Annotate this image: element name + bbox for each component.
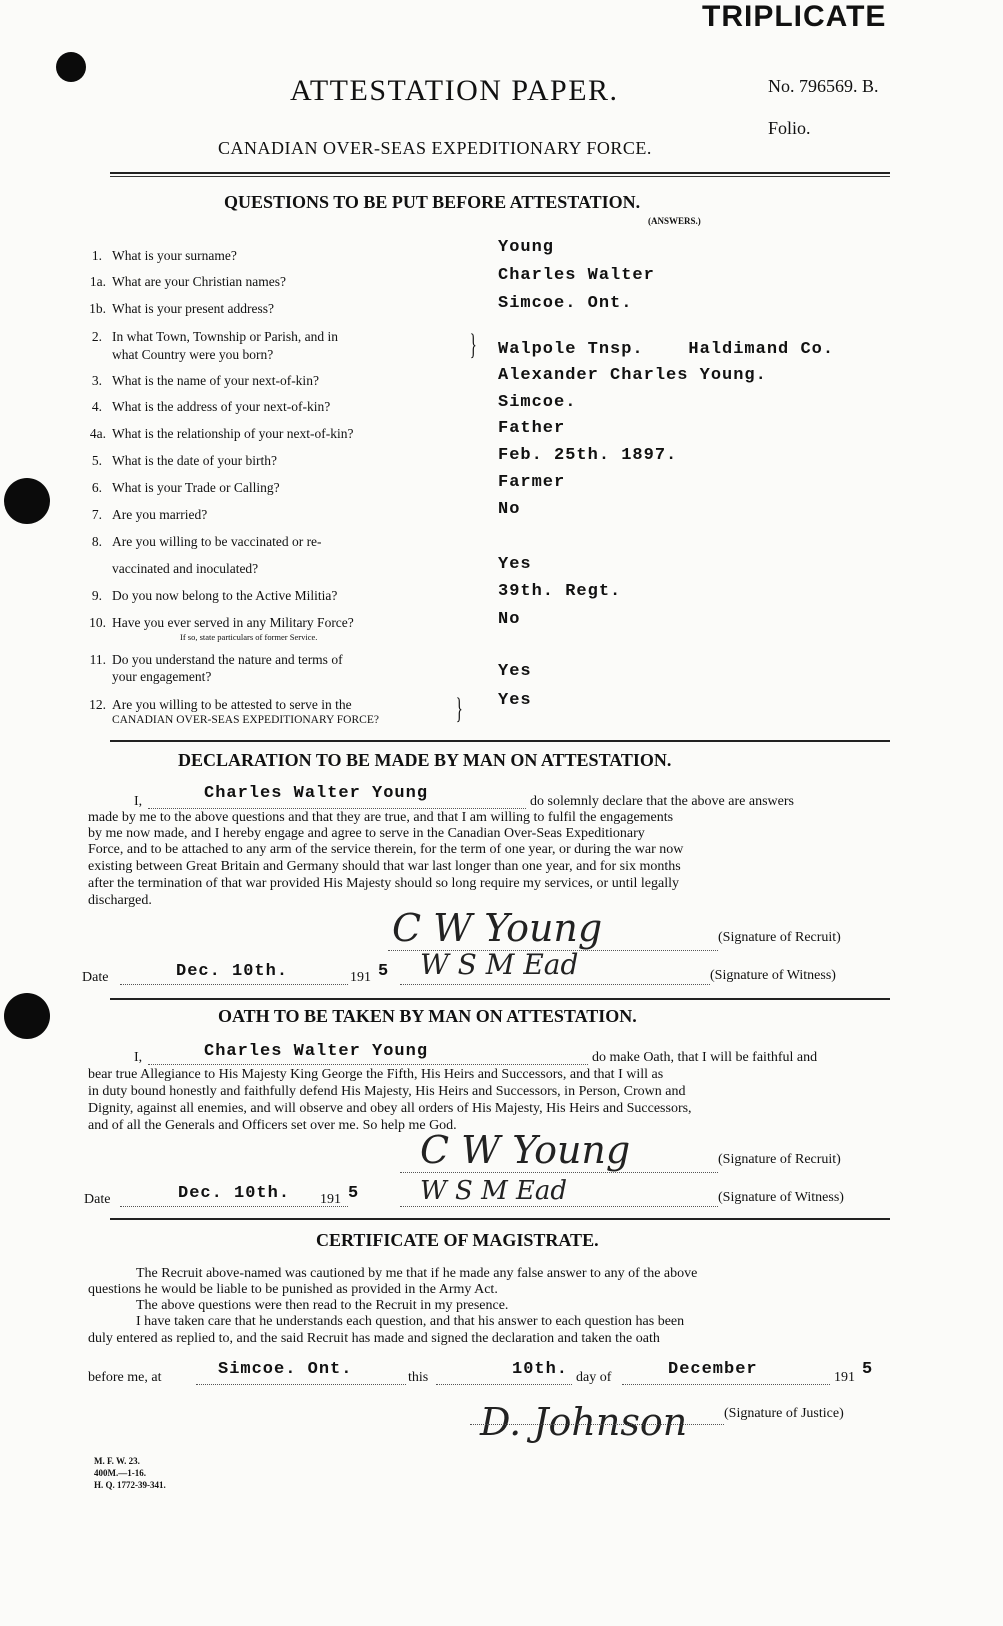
date-underline — [120, 984, 348, 985]
question-number: 1a. — [89, 274, 106, 289]
questions-heading: QUESTIONS TO BE PUT BEFORE ATTESTATION. — [224, 192, 641, 212]
question-text-continued: CANADIAN OVER-SEAS EXPEDITIONARY FORCE? — [112, 714, 379, 726]
answer-understand-terms: Yes — [498, 662, 532, 681]
question-number: 7. — [91, 507, 102, 522]
date-underline — [120, 1206, 348, 1207]
this-label: this — [408, 1370, 429, 1385]
signature-line — [400, 984, 710, 985]
declaration-line: by me now made, and I hereby engage and agree to serve in the Canadian Over-Seas Expeditionary — [88, 826, 645, 841]
regimental-number: No. 796569. B. — [768, 76, 879, 96]
declaration-recruit-name: Charles Walter Young — [204, 784, 429, 803]
question-text: Are you willing to be vaccinated or re- — [112, 534, 322, 549]
year-prefix: 191 — [834, 1370, 855, 1385]
year-digit: 5 — [862, 1360, 874, 1379]
question-number: 4a. — [89, 426, 106, 441]
certificate-line: The Recruit above-named was cautioned by me that if he made any false answer to any of the above — [136, 1266, 698, 1281]
answer-date-of-birth: Feb. 25th. 1897. — [498, 446, 678, 465]
punch-hole-lower — [4, 993, 50, 1039]
question-text-continued: your engagement? — [112, 669, 212, 684]
question-number: 1. — [91, 248, 102, 263]
question-number: 1b. — [89, 301, 106, 316]
question-number: 5. — [91, 453, 102, 468]
question-text: Are you married? — [112, 507, 208, 522]
document-subtitle: CANADIAN OVER-SEAS EXPEDITIONARY FORCE. — [218, 138, 652, 158]
hq-file-number: H. Q. 1772-39-341. — [94, 1480, 166, 1490]
answer-willing-to-serve: Yes — [498, 691, 532, 710]
question-number: 11. — [89, 652, 106, 667]
oath-i-label: I, — [134, 1050, 143, 1065]
answer-surname: Young — [498, 238, 555, 257]
divider — [110, 1218, 890, 1220]
question-number: 10. — [89, 615, 106, 630]
answer-vaccinated: Yes — [498, 555, 532, 574]
question-text: What are your Christian names? — [112, 274, 286, 289]
question-text: Are you willing to be attested to serve in the — [112, 697, 352, 712]
certificate-line: I have taken care that he understands each question, and that his answer to each question has been — [136, 1314, 685, 1329]
certificate-month: December — [668, 1360, 758, 1379]
certificate-line: The above questions were then read to the Recruit in my presence. — [136, 1298, 509, 1313]
brace: } — [469, 328, 477, 361]
question-number: 4. — [91, 399, 102, 414]
year-digit: 5 — [348, 1184, 360, 1203]
question-text: What is the date of your birth? — [112, 453, 277, 468]
declaration-i-label: I, — [134, 794, 143, 809]
year-digit: 5 — [378, 962, 390, 981]
question-text: Do you understand the nature and terms of — [112, 652, 343, 667]
witness-signature: W S M Ead — [420, 1176, 568, 1206]
witness-signature-label: (Signature of Witness) — [718, 1190, 844, 1205]
signature-line — [470, 1424, 724, 1425]
oath-line: Dignity, against all enemies, and will observe and obey all orders of His Majesty, His Heirs and Successors, — [88, 1101, 692, 1116]
recruit-signature-label: (Signature of Recruit) — [718, 1152, 841, 1167]
oath-line: in duty bound honestly and faithfully defend His Majesty, His Heirs and Successors, in Person, Crown and — [88, 1084, 686, 1099]
certificate-line: duly entered as replied to, and the said Recruit has made and signed the declaration and taken the oath — [88, 1331, 660, 1346]
certificate-place: Simcoe. Ont. — [218, 1360, 353, 1379]
name-underline — [148, 808, 526, 809]
oath-line: do make Oath, that I will be faithful and — [592, 1050, 818, 1065]
declaration-heading: DECLARATION TO BE MADE BY MAN ON ATTESTATION. — [178, 750, 672, 770]
question-text-continued: vaccinated and inoculated? — [112, 561, 259, 576]
oath-recruit-name: Charles Walter Young — [204, 1042, 429, 1061]
answer-birthplace: Walpole Tnsp. Haldimand Co. — [498, 340, 835, 359]
divider — [110, 176, 890, 177]
oath-heading: OATH TO BE TAKEN BY MAN ON ATTESTATION. — [218, 1006, 637, 1026]
question-text: What is your present address? — [112, 301, 274, 316]
name-underline — [148, 1064, 588, 1065]
witness-signature: W S M Ead — [420, 948, 579, 981]
answer-relationship: Father — [498, 419, 566, 438]
print-run: 400M.—1-16. — [94, 1468, 146, 1478]
question-number: 6. — [91, 480, 102, 495]
day-of-label: day of — [576, 1370, 612, 1385]
answers-label: (ANSWERS.) — [648, 216, 701, 226]
brace: } — [455, 692, 463, 725]
question-text: What is the name of your next-of-kin? — [112, 373, 319, 388]
declaration-date: Dec. 10th. — [176, 962, 289, 981]
answer-married: No — [498, 500, 521, 519]
question-note: If so, state particulars of former Service. — [180, 632, 318, 642]
signature-line — [400, 1172, 718, 1173]
triplicate-stamp: TRIPLICATE — [702, 0, 887, 33]
day-underline — [436, 1384, 572, 1385]
certificate-heading: CERTIFICATE OF MAGISTRATE. — [316, 1230, 599, 1250]
divider — [110, 172, 890, 174]
question-number: 12. — [89, 697, 106, 712]
signature-line — [400, 1206, 718, 1207]
recruit-signature-label: (Signature of Recruit) — [718, 930, 841, 945]
justice-signature-label: (Signature of Justice) — [724, 1406, 844, 1421]
place-underline — [196, 1384, 406, 1385]
date-label: Date — [84, 1192, 111, 1207]
oath-line: bear true Allegiance to His Majesty King George the Fifth, His Heirs and Successors, and that I will as — [88, 1067, 664, 1082]
date-label: Date — [82, 970, 109, 985]
recruit-signature: C W Young — [420, 1128, 631, 1172]
question-text: What is the relationship of your next-of-kin? — [112, 426, 354, 441]
before-me-label: before me, at — [88, 1370, 162, 1385]
answer-present-address: Simcoe. Ont. — [498, 294, 633, 313]
divider — [110, 998, 890, 1000]
answer-military-service: No — [498, 610, 521, 629]
declaration-line: Force, and to be attached to any arm of the service therein, for the term of one year, or during the war now — [88, 842, 684, 857]
oath-date: Dec. 10th. — [178, 1184, 291, 1203]
justice-signature: D. Johnson — [480, 1400, 688, 1444]
month-underline — [622, 1384, 830, 1385]
question-text: Do you now belong to the Active Militia? — [112, 588, 338, 603]
declaration-line: made by me to the above questions and that they are true, and that I am willing to fulfil the engagements — [88, 810, 674, 825]
folio-label: Folio. — [768, 118, 811, 138]
answer-active-militia: 39th. Regt. — [498, 582, 622, 601]
question-text: What is the address of your next-of-kin? — [112, 399, 331, 414]
question-number: 2. — [91, 329, 102, 344]
year-prefix: 191 — [320, 1192, 341, 1207]
certificate-line: questions he would be liable to be punished as provided in the Army Act. — [88, 1282, 498, 1297]
document-title: ATTESTATION PAPER. — [290, 74, 619, 107]
declaration-line: existing between Great Britain and Germany should that war last longer than one year, and for six months — [88, 859, 681, 874]
form-code: M. F. W. 23. — [94, 1456, 140, 1466]
declaration-line: discharged. — [88, 893, 152, 908]
question-text: Have you ever served in any Military Force? — [112, 615, 354, 630]
question-text: What is your Trade or Calling? — [112, 480, 280, 495]
answer-next-of-kin-address: Simcoe. — [498, 393, 577, 412]
question-number: 3. — [91, 373, 102, 388]
declaration-line: do solemnly declare that the above are answers — [530, 794, 794, 809]
year-prefix: 191 — [350, 970, 371, 985]
question-number: 9. — [91, 588, 102, 603]
certificate-day: 10th. — [512, 1360, 569, 1379]
punch-hole-top — [56, 52, 86, 82]
declaration-line: after the termination of that war provided His Majesty should so long require my services, or until legally — [88, 876, 679, 891]
witness-signature-label: (Signature of Witness) — [710, 968, 836, 983]
answer-next-of-kin: Alexander Charles Young. — [498, 366, 767, 385]
recruit-signature: C W Young — [392, 906, 603, 950]
question-text: What is your surname? — [112, 248, 237, 263]
punch-hole-middle — [4, 478, 50, 524]
question-text-continued: what Country were you born? — [112, 347, 274, 362]
question-number: 8. — [91, 534, 102, 549]
question-text: In what Town, Township or Parish, and in — [112, 329, 338, 344]
answer-christian-names: Charles Walter — [498, 266, 655, 285]
oath-line: and of all the Generals and Officers set over me. So help me God. — [88, 1118, 457, 1133]
answer-trade: Farmer — [498, 473, 566, 492]
divider — [110, 740, 890, 742]
